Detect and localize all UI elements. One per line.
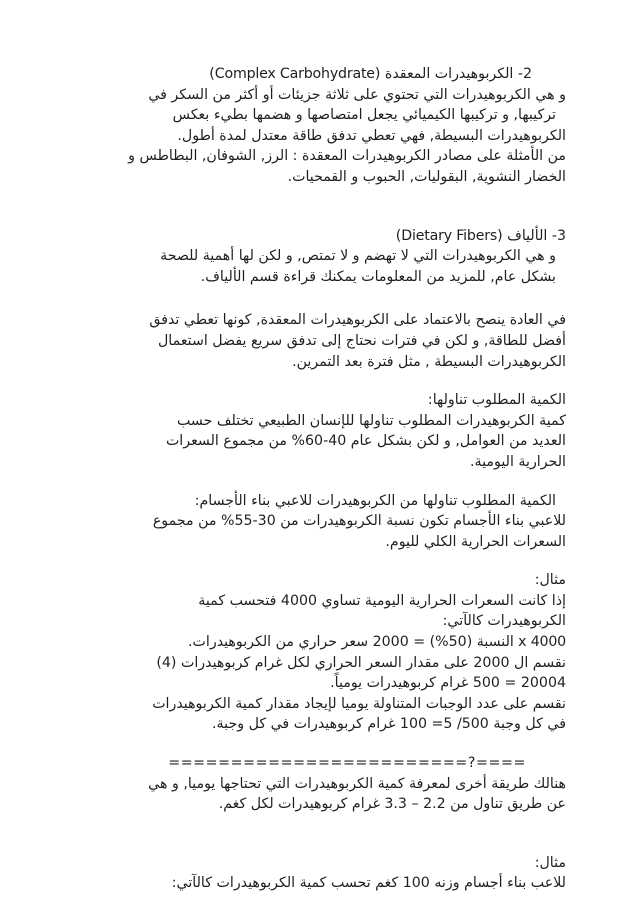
example1-line: 4000 x النسبة (50%) = 2000 سعر حراري من الكربوهيدرات. xyxy=(188,634,566,651)
required-amount-title: الكمية المطلوب تناولها: xyxy=(427,392,566,409)
spacer xyxy=(96,287,566,310)
advice-line: في العادة ينصح بالاعتماد على الكربوهيدرات المعقدة, كونها تعطي تدفق xyxy=(149,312,566,329)
example1-line: نقسم على عدد الوجبات المتناولة يوميا لإيجاد مقدار كمية الكربوهيدرات xyxy=(152,695,566,712)
complex-carbs-line: الخضار النشوية, البقوليات, الحبوب و القمحيات. xyxy=(287,168,566,185)
example2-line: للاعب بناء أجسام وزنه 100 كغم تحسب كمية الكربوهيدرات كالآتي: xyxy=(171,875,566,892)
advice-section xyxy=(96,310,566,372)
required-amount-line: كمية الكربوهيدرات المطلوب تناولها للإنسان الطبيعي تختلف حسب xyxy=(176,412,566,429)
athletes-line: السعرات الحرارية الكلي لليوم. xyxy=(385,533,566,550)
required-amount-line: العديد من العوامل, و لكن بشكل عام 40-60% من مجموع السعرات xyxy=(165,433,566,450)
spacer xyxy=(96,372,566,390)
required-amount-section xyxy=(96,390,566,472)
alt-method-line: هنالك طريقة أخرى لمعرفة كمية الكربوهيدرات التي تحتاجها يوميا, و هي xyxy=(148,775,566,792)
advice-line: الكربوهيدرات البسيطة , مثل فترة بعد التمرين. xyxy=(292,353,566,370)
example1-line: 20004 = 500 غرام كربوهيدرات يومياً. xyxy=(330,675,566,692)
complex-carbs-line: تركيبها, و تركيبها الكيميائي يجعل امتصاصها و هضمها بطيء بعكس xyxy=(172,107,556,124)
fibers-line: و هي الكربوهيدرات التي لا تهضم و لا تمتص, و لكن لها أهمية للصحة xyxy=(160,248,556,265)
example1-line: إذا كانت السعرات الحرارية اليومية تساوي 4000 فتحسب كمية xyxy=(198,592,566,609)
complex-carbs-line: من الأمثلة على مصادر الكربوهيدرات المعقدة : الرز, الشوفان, البطاطس و xyxy=(128,148,566,165)
example1-line: نقسم ال 2000 على مقدار السعر الحراري لكل غرام كربوهيدرات (4) xyxy=(156,654,566,671)
complex-carbs-line: و هي الكربوهيدرات التي تحتوي على ثلاثة جزيئات أو أكثر من السكر في xyxy=(148,86,566,103)
spacer xyxy=(96,188,566,226)
spacer xyxy=(96,735,566,753)
example2-section xyxy=(96,853,566,894)
document-page xyxy=(96,64,566,894)
separator-line: ====?======================== xyxy=(168,755,526,772)
spacer xyxy=(96,552,566,570)
required-amount-line: الحرارية اليومية. xyxy=(470,453,566,470)
alt-method-line: عن طريق تناول من 2.2 – 3.3 غرام كربوهيدرات لكل كغم. xyxy=(218,796,566,813)
separator-row xyxy=(96,753,566,774)
example2-title: مثال: xyxy=(534,854,566,871)
example1-line: في كل وجبة 500/ 5= 100 غرام كربوهيدرات في كل وجبة. xyxy=(212,716,566,733)
athletes-title: الكمية المطلوب تناولها من الكربوهيدرات للاعبي بناء الأجسام: xyxy=(194,492,556,509)
advice-line: أفضل للطاقة, و لكن في فترات نحتاج إلى تدفق سريع يفضل استعمال xyxy=(157,332,566,349)
example1-title: مثال: xyxy=(534,572,566,589)
fibers-line: بشكل عام, للمزيد من المعلومات يمكنك قراءة قسم الألياف. xyxy=(200,268,556,285)
complex-carbs-heading: 2- الكربوهيدرات المعقدة (Complex Carbohydrate) xyxy=(209,66,532,82)
example1-section xyxy=(96,570,566,735)
spacer xyxy=(96,473,566,491)
complex-carbs-line: الكربوهيدرات البسيطة, فهي تعطي تدفق طاقة معتدل لمدة أطول. xyxy=(177,127,566,144)
complex-carbs-section xyxy=(96,64,566,188)
fibers-section xyxy=(96,226,566,288)
athletes-line: للاعبي بناء الأجسام تكون نسبة الكربوهيدرات من 30-55% من مجموع xyxy=(152,513,566,530)
example1-line: الكربوهيدرات كالآتي: xyxy=(442,613,566,630)
spacer xyxy=(96,815,566,853)
fibers-heading: 3- الألياف (Dietary Fibers) xyxy=(395,227,566,244)
alt-method-section xyxy=(96,774,566,815)
athletes-section xyxy=(96,491,566,553)
